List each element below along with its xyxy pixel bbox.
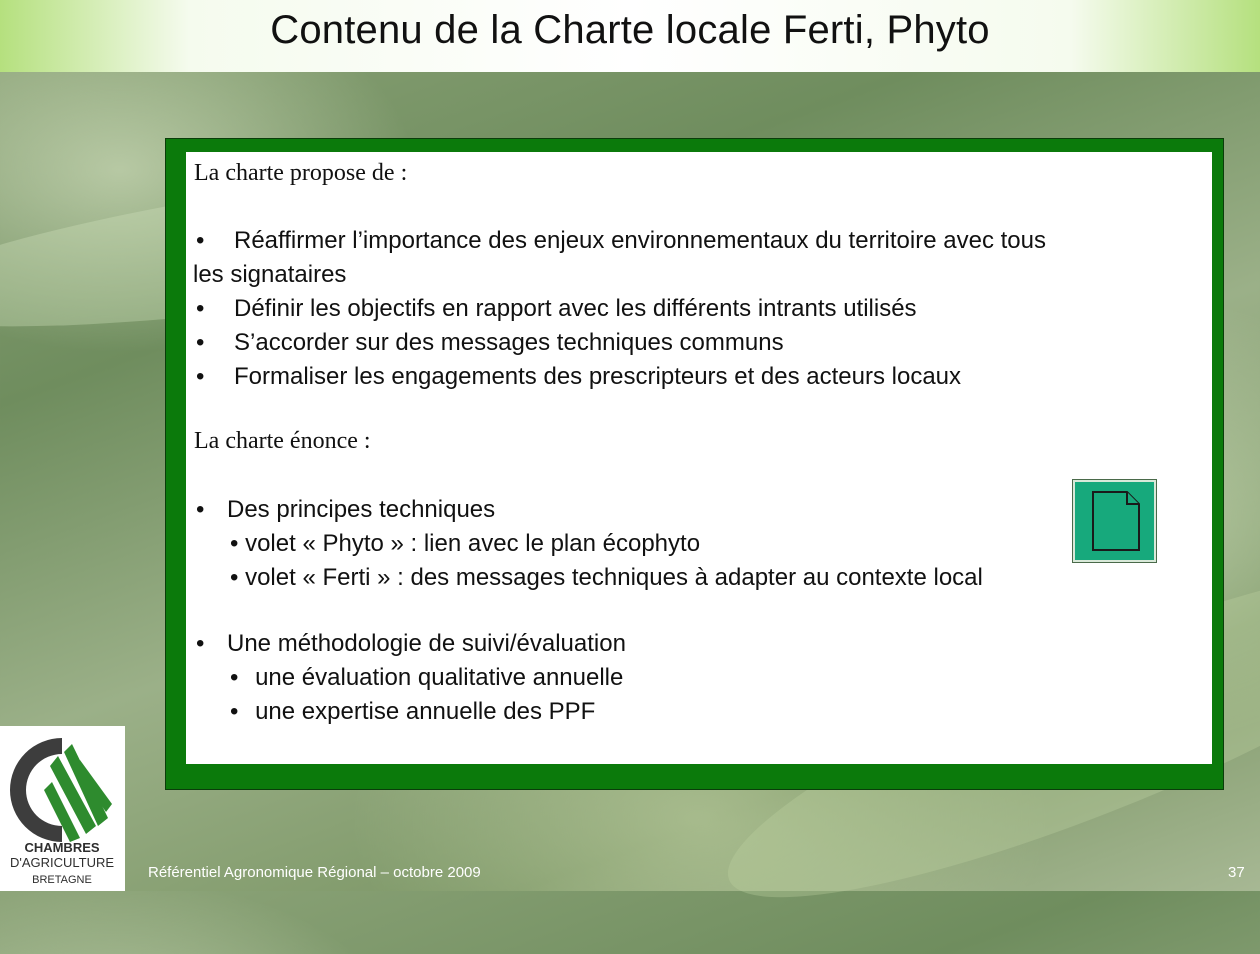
list-item-continuation: les signataires (193, 261, 347, 288)
list-item: • Formaliser les engagements des prescripteurs et des acteurs locaux (196, 363, 962, 390)
logo-text-line2: D'AGRICULTURE (9, 855, 115, 870)
page-number: 37 (1228, 864, 1245, 881)
document-link-button[interactable] (1073, 480, 1156, 562)
section-heading-enonce: La charte énonce : (194, 428, 371, 454)
sub-list-item: • une évaluation qualitative annuelle (230, 664, 624, 691)
sub-list-item: • une expertise annuelle des PPF (230, 698, 596, 725)
slide-title: Contenu de la Charte locale Ferti, Phyto (270, 8, 990, 52)
list-item: • Définir les objectifs en rapport avec les différents intrants utilisés (196, 295, 917, 322)
title-bar (0, 0, 1260, 72)
logo-text-line3: BRETAGNE (32, 874, 92, 886)
document-icon (1075, 482, 1154, 560)
list-item: • Une méthodologie de suivi/évaluation (196, 630, 626, 657)
list-item: • Des principes techniques (196, 496, 496, 523)
sub-list-item: • volet « Phyto » : lien avec le plan écophyto (230, 530, 701, 557)
list-item: • Réaffirmer l’importance des enjeux environnementaux du territoire avec tous (196, 227, 1046, 254)
logo-text-line1: CHAMBRES (24, 840, 100, 855)
sub-list-item: • volet « Ferti » : des messages techniques à adapter au contexte local (230, 564, 983, 591)
section-heading-propose: La charte propose de : (194, 160, 408, 186)
list-item: • S’accorder sur des messages techniques communs (196, 329, 784, 356)
chambres-agriculture-logo (0, 726, 125, 891)
footer-text: Référentiel Agronomique Régional – octobre 2009 (148, 864, 481, 881)
logo-graphic (0, 726, 125, 891)
